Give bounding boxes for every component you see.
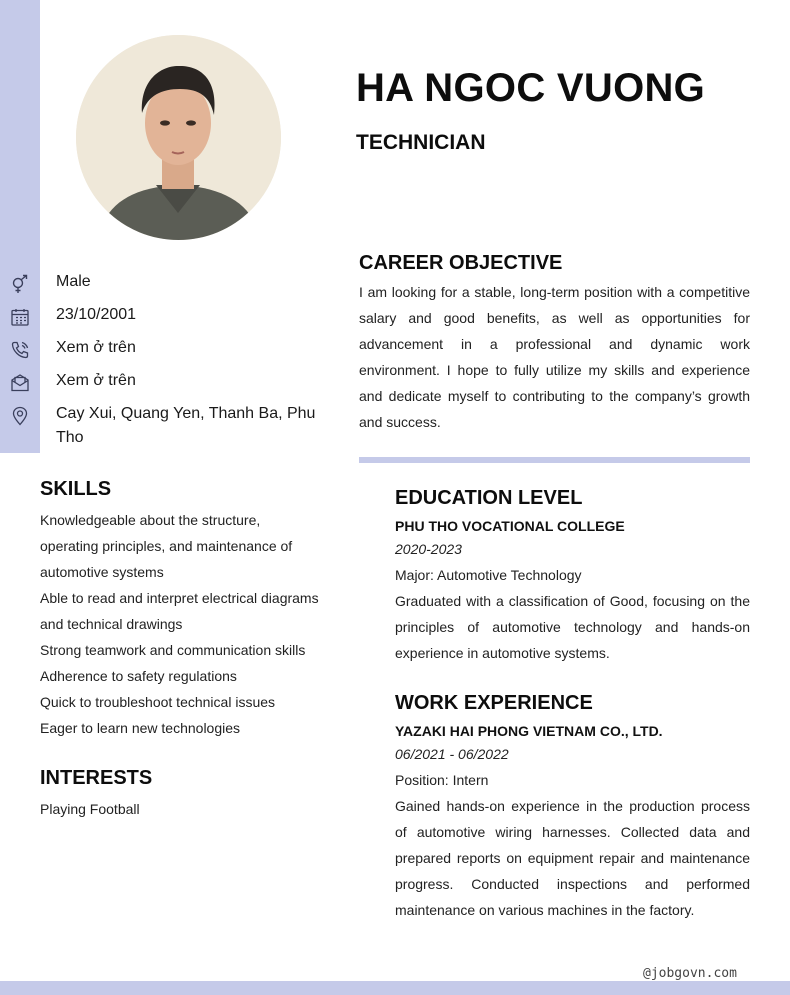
phone-value: Xem ở trên — [56, 339, 136, 356]
work-experience-heading: WORK EXPERIENCE — [395, 692, 593, 714]
work-period: 06/2021 - 06/2022 — [395, 746, 509, 762]
skills-heading: SKILLS — [40, 478, 112, 500]
birthdate-value: 23/10/2001 — [56, 306, 137, 323]
skills-section — [40, 478, 320, 741]
email-value: Xem ở trên — [56, 372, 136, 389]
contact-birthdate — [0, 303, 330, 328]
education-major: Major: Automotive Technology — [395, 567, 582, 583]
contact-phone — [0, 336, 330, 361]
phone-icon — [0, 339, 40, 361]
school-name: PHU THO VOCATIONAL COLLEGE — [395, 518, 625, 534]
contact-info — [0, 270, 330, 450]
candidate-name: HA NGOC VUONG — [356, 66, 706, 110]
location-icon — [0, 405, 40, 427]
job-title: TECHNICIAN — [356, 131, 486, 154]
gender-value: Male — [56, 273, 91, 290]
work-description: Gained hands-on experience in the production process of automotive wiring harnesses. Collected data and prepared reports on equipment repair and maintenance progress. Conducted inspections and performed maintenance on various machines in the factory. — [395, 798, 750, 918]
gender-icon — [0, 273, 40, 295]
career-objective-heading: CAREER OBJECTIVE — [359, 252, 563, 274]
interest-item: Playing Football — [40, 801, 140, 817]
career-objective-section — [359, 252, 750, 435]
contact-email — [0, 369, 330, 394]
career-objective-text: I am looking for a stable, long-term position with a competitive salary and good benefits, as well as opportunities for advancement in a professional and dynamic work environment. I hope to fully utilize my skills and experience and dedicate myself to contributing to the company’s growth and success. — [359, 284, 750, 430]
skill-item: Strong teamwork and communication skills — [40, 642, 306, 658]
profile-photo — [76, 35, 281, 240]
skill-item: Quick to troubleshoot technical issues — [40, 694, 276, 710]
skill-item: Knowledgeable about the structure, operating principles, and maintenance of automotive systems — [40, 512, 293, 580]
work-position: Position: Intern — [395, 772, 489, 788]
company-name: YAZAKI HAI PHONG VIETNAM CO., LTD. — [395, 723, 663, 739]
work-experience-section — [395, 692, 750, 923]
bottom-accent-strip — [0, 981, 790, 995]
skill-item: Eager to learn new technologies — [40, 720, 241, 736]
email-icon — [0, 372, 40, 394]
site-watermark: @jobgovn.com — [643, 966, 737, 981]
contact-gender — [0, 270, 330, 295]
education-description: Graduated with a classification of Good, focusing on the principles of automotive technology and hands-on experience in automotive systems. — [395, 593, 750, 661]
address-value: Cay Xui, Quang Yen, Thanh Ba, Phu Tho — [56, 405, 316, 446]
skill-item: Able to read and interpret electrical diagrams and technical drawings — [40, 590, 319, 632]
contact-address — [0, 402, 330, 450]
skill-item: Adherence to safety regulations — [40, 668, 237, 684]
education-heading: EDUCATION LEVEL — [395, 487, 583, 509]
skills-list — [40, 507, 320, 741]
interests-heading: INTERESTS — [40, 767, 153, 789]
calendar-icon — [0, 306, 40, 328]
education-period: 2020-2023 — [395, 541, 462, 557]
interests-section — [40, 767, 320, 822]
section-divider — [359, 457, 750, 463]
education-section — [395, 487, 750, 666]
